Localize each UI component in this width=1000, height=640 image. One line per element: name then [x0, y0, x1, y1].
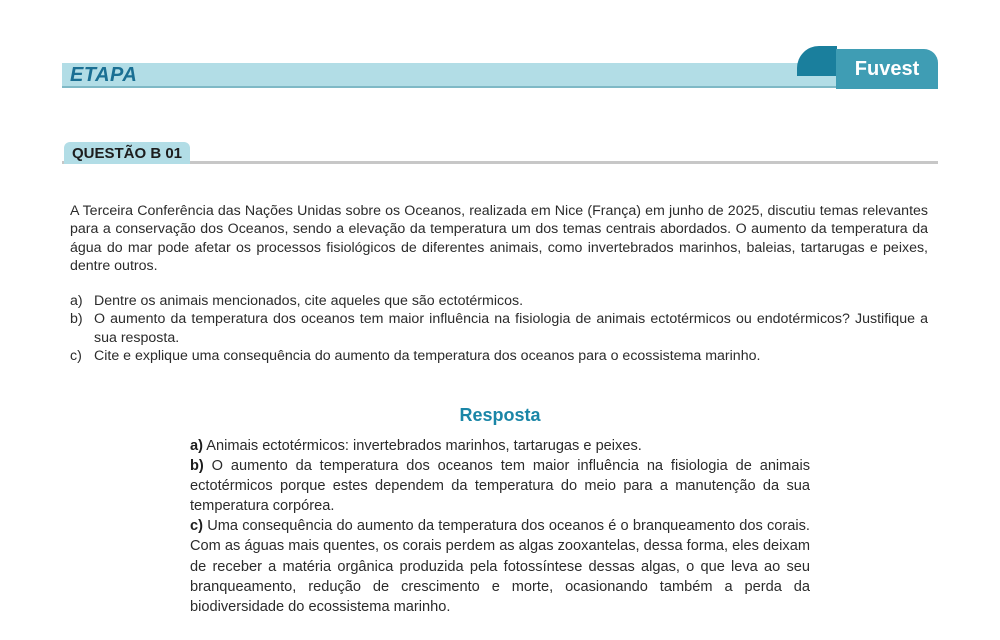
answer-title: Resposta — [459, 405, 541, 425]
question-item-a — [70, 292, 928, 310]
exam-tab-back — [797, 46, 837, 76]
question-label-text: QUESTÃO B 01 — [72, 144, 183, 162]
answer-body — [190, 436, 810, 617]
answer-part-b — [190, 456, 810, 516]
brand-logo: ETAPA — [70, 64, 138, 86]
item-text: O aumento da temperatura dos oceanos tem maior influência na fisiologia de animais ectotérmicos ou endotérmicos? Justifique a sua resposta. — [94, 311, 928, 346]
item-letter: a) — [70, 293, 83, 309]
item-text: Dentre os animais mencionados, cite aqueles que são ectotérmicos. — [94, 293, 524, 309]
answer-part-a — [190, 436, 810, 456]
question-statement: A Terceira Conferência das Nações Unidas sobre os Oceanos, realizada em Nice (França) em junho de 2025, discutiu temas relevantes para a conservação dos Oceanos, sendo a elevação da temperatura um dos temas centrais abordados. O aumento da temperatura da água do mar pode afetar os processos fisiológicos de diferentes animais, como invertebrados marinhos, baleias, tartarugas e peixes, dentre outros. — [70, 203, 928, 274]
question-divider — [62, 161, 938, 164]
answer-letter: c) — [190, 518, 203, 535]
header-bar — [62, 63, 842, 87]
answer-text: Animais ectotérmicos: invertebrados marinhos, tartarugas e peixes. — [206, 438, 642, 454]
question-label — [64, 142, 190, 164]
question-item-b — [70, 310, 928, 347]
header-bar-shadow — [62, 86, 842, 88]
question-item-c — [70, 347, 928, 365]
item-letter: b) — [70, 311, 83, 328]
exam-name: Fuvest — [854, 57, 920, 80]
answer-part-c — [190, 516, 810, 616]
item-text: Cite e explique uma consequência do aumento da temperatura dos oceanos para o ecossistema marinho. — [94, 347, 761, 364]
answer-letter: b) — [190, 458, 204, 475]
answer-text: Uma consequência do aumento da temperatura dos oceanos é o branqueamento dos corais. Com as águas mais quentes, os corais perdem as algas zooxantelas, dessa forma, eles deixam de receber a matéria orgânica produzida pela fotossíntese dessas algas, o que leva ao seu branqueamento, redução de crescimento e morte, ocasionando também a perda da biodiversidade do ecossistema marinho. — [190, 518, 810, 615]
item-letter: c) — [70, 347, 82, 364]
question-items — [70, 292, 928, 365]
answer-text: O aumento da temperatura dos oceanos tem maior influência na fisiologia de animais ectotérmicos porque estes dependem da temperatura do meio para a manutenção da sua temperatura corpórea. — [190, 458, 810, 515]
answer-letter: a) — [190, 438, 203, 454]
exam-tab — [836, 49, 938, 89]
